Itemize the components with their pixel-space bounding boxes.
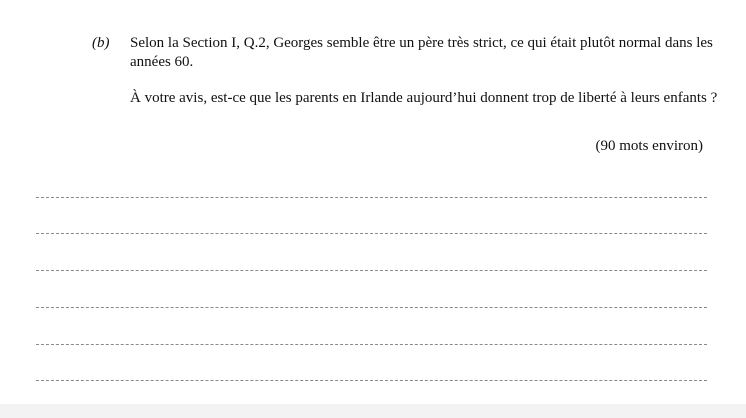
answer-line[interactable]	[36, 344, 707, 345]
answer-line[interactable]	[36, 380, 707, 381]
question-context-text: Selon la Section I, Q.2, Georges semble être un père très strict, ce qui était plutôt normal dans les années 60.	[130, 35, 713, 70]
answer-line[interactable]	[36, 197, 707, 198]
word-count-hint: (90 mots environ)	[595, 138, 703, 154]
question-label: (b)	[92, 35, 110, 51]
question-prompt-text: À votre avis, est-ce que les parents en Irlande aujourd’hui donnent trop de liberté à leurs enfants ?	[130, 90, 718, 106]
answer-line[interactable]	[36, 307, 707, 308]
bottom-band	[0, 404, 746, 418]
answer-line[interactable]	[36, 233, 707, 234]
answer-line[interactable]	[36, 270, 707, 271]
